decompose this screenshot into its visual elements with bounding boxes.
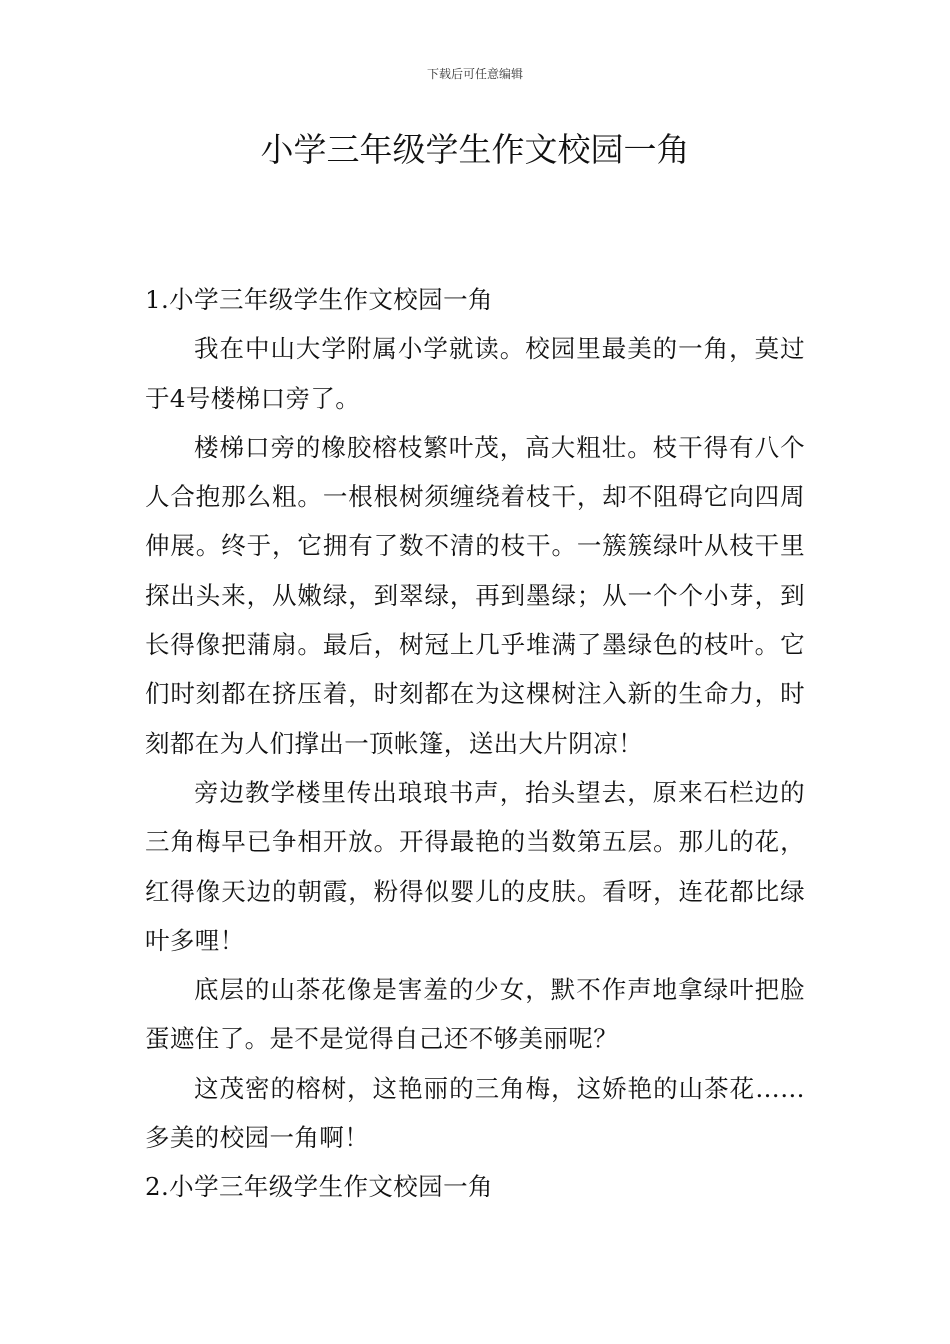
paragraph: 我在中山大学附属小学就读。校园里最美的一角，莫过于4号楼梯口旁了。 bbox=[145, 334, 805, 413]
section-heading-2: 2.小学三年级学生作文校园一角 bbox=[145, 1172, 493, 1202]
paragraph: 楼梯口旁的橡胶榕枝繁叶茂，高大粗壮。枝干得有八个人合抱那么粗。一根根树须缠绕着枝干，却不阻碍它向四周伸展。终于，它拥有了数不清的枝干。一簇簇绿叶从枝干里探出头来，从嫩绿，到翠绿，再到墨绿；从一个个小芽，到长得像把蒲扇。最后，树冠上几乎堆满了墨绿色的枝叶。它们时刻都在挤压着，时刻都在为这棵树注入新的生命力，时刻都在为人们撑出一顶帐篷，送出大片阴凉！ bbox=[145, 432, 805, 758]
paragraph: 旁边教学楼里传出琅琅书声，抬头望去，原来石栏边的三角梅早已争相开放。开得最艳的当数第五层。那儿的花，红得像天边的朝霞，粉得似婴儿的皮肤。看呀，连花都比绿叶多哩！ bbox=[145, 777, 805, 955]
document-body bbox=[145, 275, 805, 1212]
document-title: 小学三年级学生作文校园一角 bbox=[260, 130, 690, 169]
section-heading-1: 1.小学三年级学生作文校园一角 bbox=[145, 285, 493, 314]
page-header-note: 下载后可任意编辑 bbox=[426, 67, 523, 81]
paragraph: 底层的山茶花像是害羞的少女，默不作声地拿绿叶把脸蛋遮住了。是不是觉得自己还不够美丽呢？ bbox=[145, 975, 805, 1054]
paragraph: 这茂密的榕树，这艳丽的三角梅，这娇艳的山茶花……多美的校园一角啊！ bbox=[145, 1073, 805, 1153]
